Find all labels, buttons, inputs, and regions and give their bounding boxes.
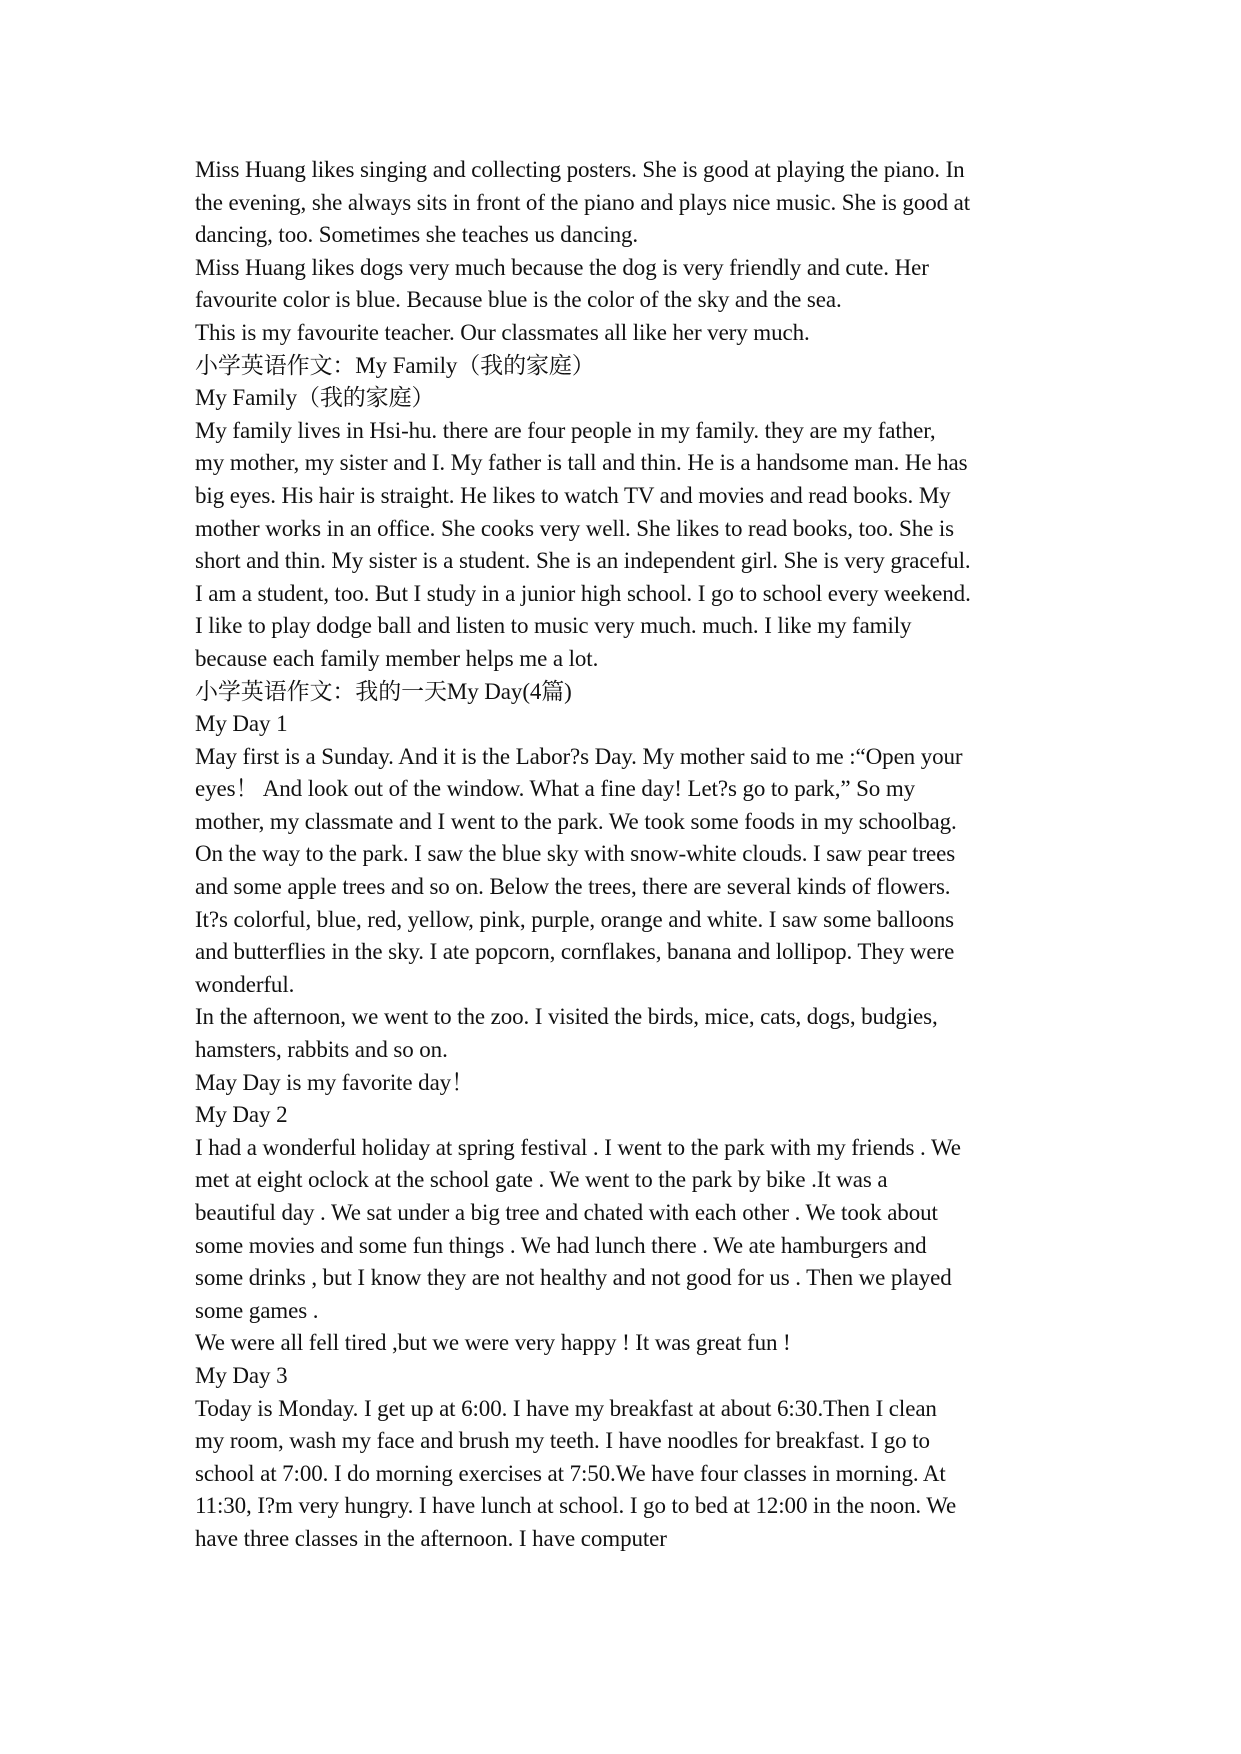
text-line: hamsters, rabbits and so on. [195,1037,448,1063]
text-line: I had a wonderful holiday at spring festival . I went to the park with my friends . We [195,1134,961,1160]
section-title: My Day 3 [195,1362,288,1388]
text-line: On the way to the park. I saw the blue sky with snow-white clouds. I saw pear trees [195,841,956,867]
text-line: and some apple trees and so on. Below the trees, there are several kinds of flowers. [195,874,951,900]
text-line: We were all fell tired ,but we were very happy ! It was great fun ! [195,1330,791,1356]
text-line: met at eight oclock at the school gate . We went to the park by bike .It was a [195,1167,888,1193]
section-title: My Day 2 [195,1102,288,1128]
section-heading: 小学英语作文：My Family（我的家庭） [195,352,595,378]
text-line: Miss Huang likes singing and collecting posters. She is good at playing the piano. In [195,157,965,182]
text-line: Today is Monday. I get up at 6:00. I have my breakfast at about 6:30.Then I clean [195,1395,937,1421]
text-line: because each family member helps me a lot. [195,645,599,671]
text-line: dancing, too. Sometimes she teaches us dancing. [195,222,639,248]
text-line: big eyes. His hair is straight. He likes to watch TV and movies and read books. My [195,482,951,508]
text-line: have three classes in the afternoon. I have computer [195,1525,667,1551]
text-line: My family lives in Hsi-hu. there are four people in my family. they are my father, [195,417,936,443]
text-line: wonderful. [195,971,295,997]
section-heading: 小学英语作文：我的一天My Day(4篇) [195,678,572,704]
text-line: mother, my classmate and I went to the park. We took some foods in my schoolbag. [195,808,957,834]
text-line: favourite color is blue. Because blue is the color of the sky and the sea. [195,287,842,313]
text-line: my room, wash my face and brush my teeth. I have noodles for breakfast. I go to [195,1428,930,1454]
text-line: some movies and some fun things . We had lunch there . We ate hamburgers and [195,1232,927,1258]
text-line: May Day is my favorite day！ [195,1069,474,1095]
document-page [195,154,1065,1556]
text-line: the evening, she always sits in front of the piano and plays nice music. She is good at [195,189,971,215]
section-title: My Day 1 [195,711,288,737]
text-line: 11:30, I?m very hungry. I have lunch at school. I go to bed at 12:00 in the noon. We [195,1493,957,1519]
text-line: some drinks , but I know they are not healthy and not good for us . Then we played [195,1265,952,1291]
text-line: and butterflies in the sky. I ate popcorn, cornflakes, banana and lollipop. They were [195,939,955,965]
text-line: school at 7:00. I do morning exercises at 7:50.We have four classes in morning. At [195,1460,946,1486]
text-line: It?s colorful, blue, red, yellow, pink, purple, orange and white. I saw some balloons [195,906,955,932]
text-line: May first is a Sunday. And it is the Labor?s Day. My mother said to me :“Open your [195,743,963,769]
text-line: This is my favourite teacher. Our classmates all like her very much. [195,319,810,345]
text-line: short and thin. My sister is a student. She is an independent girl. She is very graceful. [195,548,971,574]
text-line: Miss Huang likes dogs very much because the dog is very friendly and cute. Her [195,254,929,280]
text-line: I like to play dodge ball and listen to music very much. much. I like my family [195,613,912,639]
text-line: some games . [195,1297,319,1323]
section-title: My Family（我的家庭） [195,385,435,411]
text-line: mother works in an office. She cooks very well. She likes to read books, too. She is [195,515,954,541]
text-line: eyes！ And look out of the window. What a fine day! Let?s go to park,” So my [195,776,916,802]
text-line: I am a student, too. But I study in a junior high school. I go to school every weekend. [195,580,971,606]
text-line: my mother, my sister and I. My father is tall and thin. He is a handsome man. He has [195,450,968,476]
text-line: beautiful day . We sat under a big tree and chated with each other . We took about [195,1200,938,1225]
text-line: In the afternoon, we went to the zoo. I visited the birds, mice, cats, dogs, budgies, [195,1004,938,1030]
